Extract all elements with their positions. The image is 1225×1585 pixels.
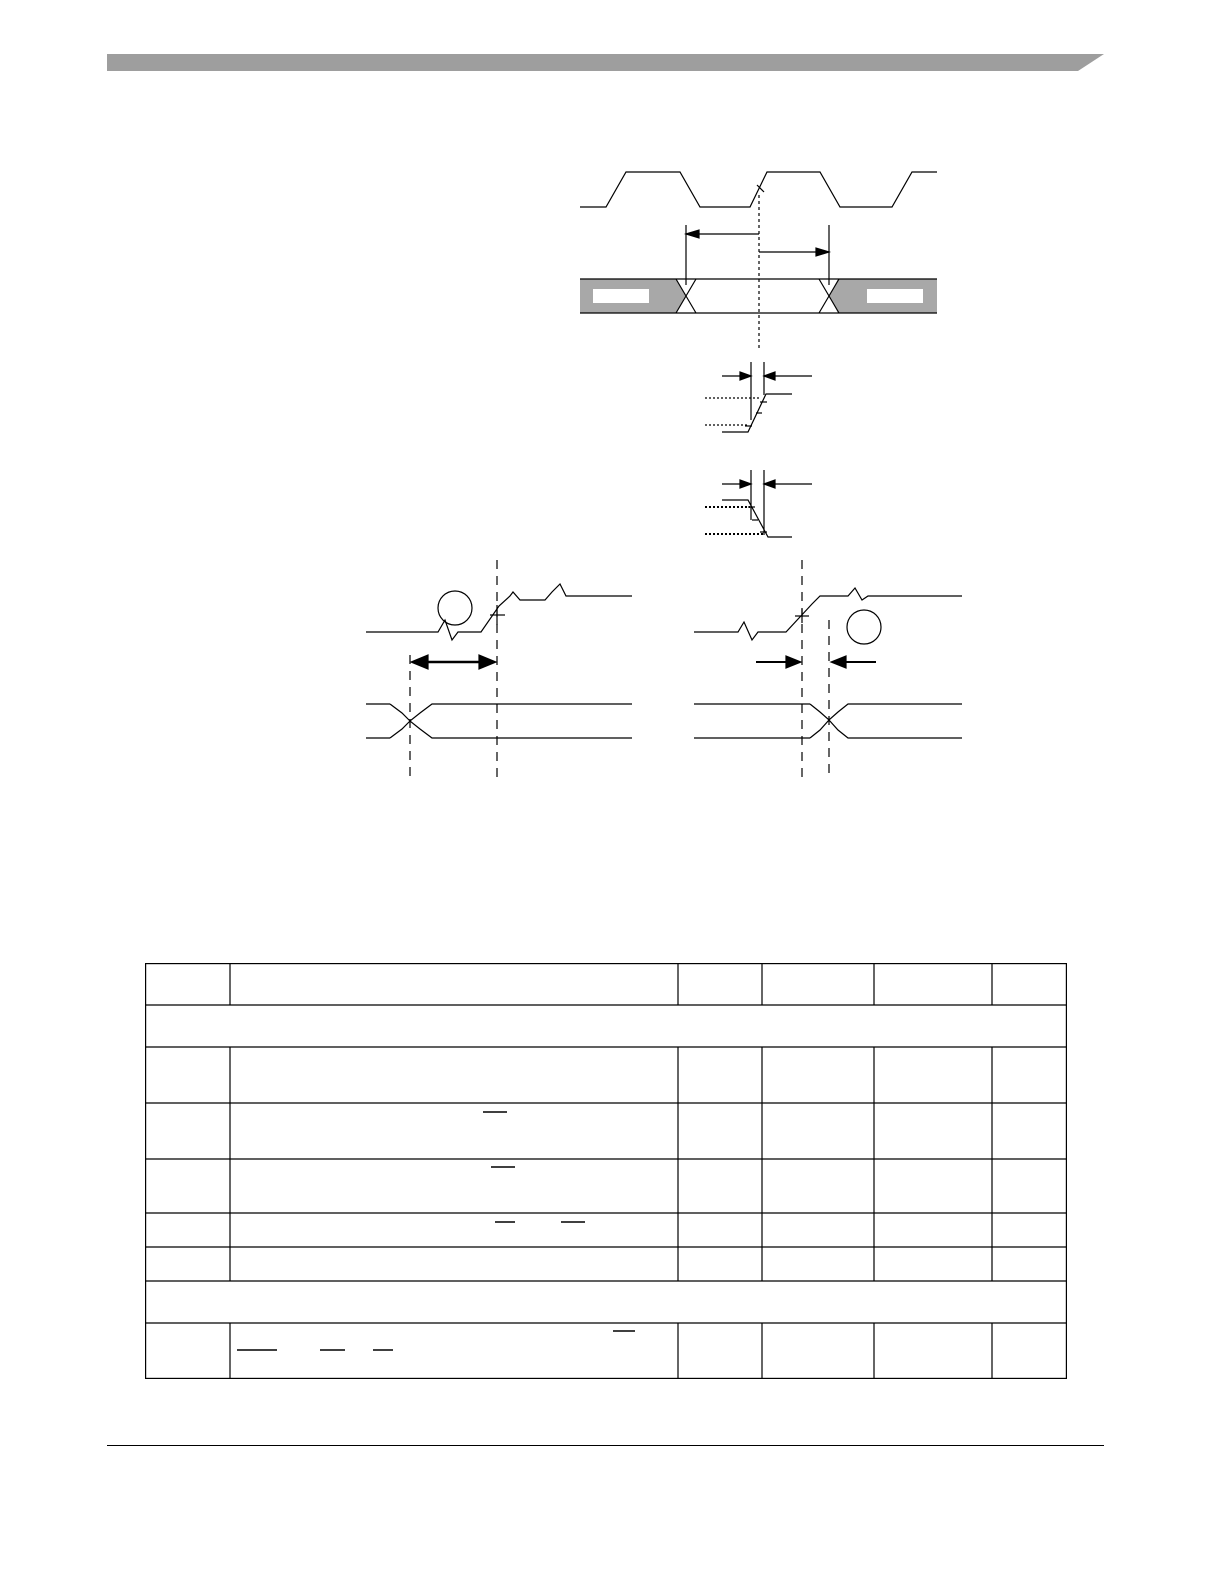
clock-waveform xyxy=(580,172,937,350)
hold-detail xyxy=(694,560,962,780)
rise-time-detail xyxy=(705,362,812,432)
footer-rule xyxy=(107,1445,1104,1446)
fall-time-detail xyxy=(705,470,812,537)
setup-detail xyxy=(366,560,632,780)
overbar-marks xyxy=(237,1112,635,1350)
table-body-rows-a xyxy=(230,1047,992,1281)
table-header-row xyxy=(230,963,992,1005)
timing-spec-table xyxy=(145,963,1067,1379)
table-body-rows-b xyxy=(230,1323,992,1379)
